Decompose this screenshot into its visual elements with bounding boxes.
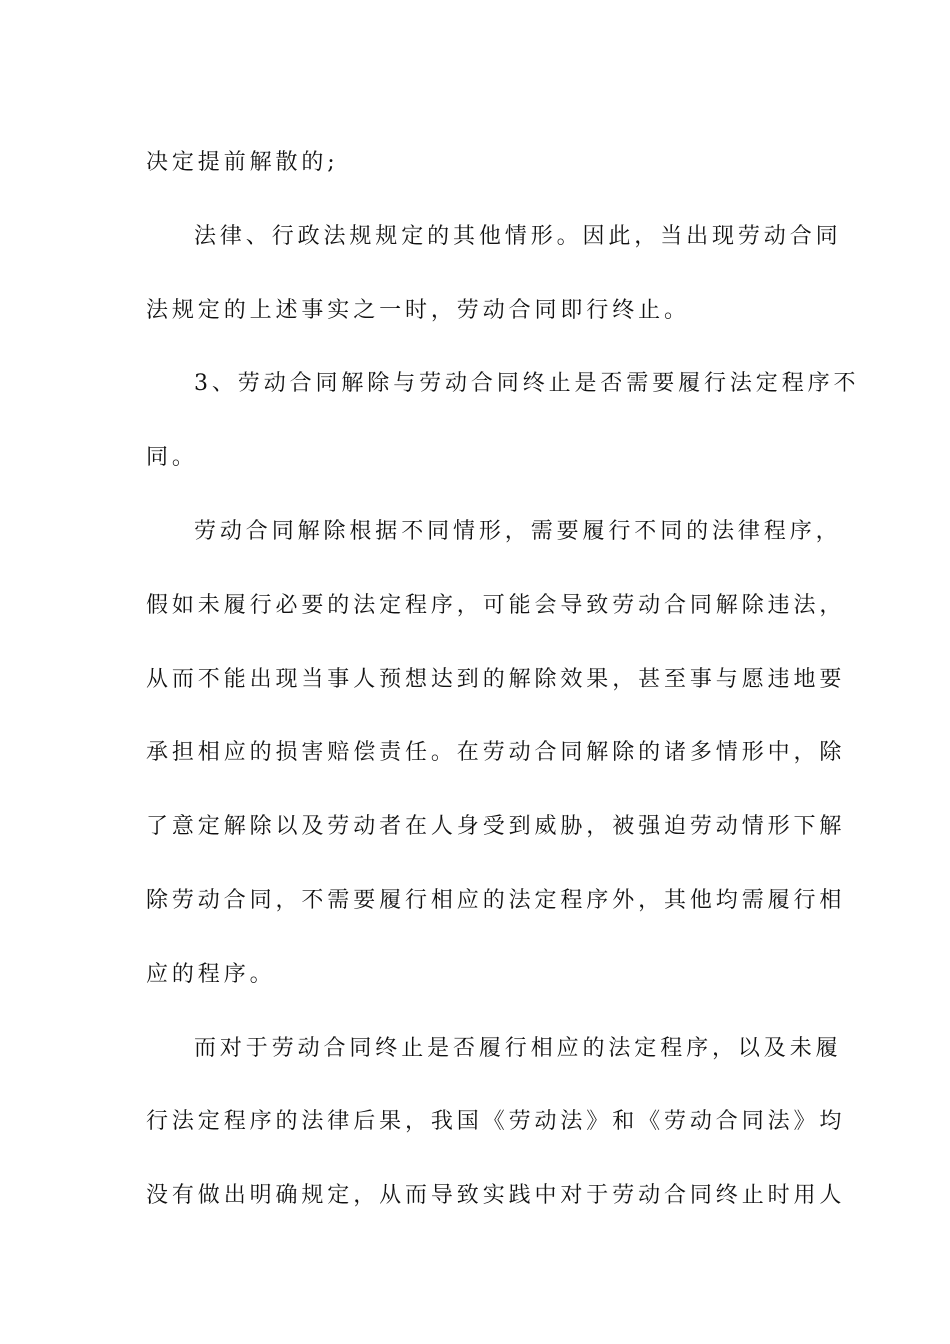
- text-line-2: 法律、行政法规规定的其他情形。因此，当出现劳动合同: [194, 223, 842, 249]
- document-body: [146, 126, 860, 1233]
- text-line-4: 3、劳动合同解除与劳动合同终止是否需要履行法定程序不: [194, 371, 860, 397]
- text-line-5: 同。: [146, 445, 198, 471]
- text-line-10: 了意定解除以及劳动者在人身受到威胁，被强迫劳动情形下解: [146, 814, 846, 840]
- text-line-6: 劳动合同解除根据不同情形，需要履行不同的法律程序，: [194, 518, 842, 544]
- text-line-3: 法规定的上述事实之一时，劳动合同即行终止。: [146, 297, 690, 323]
- text-line-7: 假如未履行必要的法定程序，可能会导致劳动合同解除违法，: [146, 592, 846, 618]
- text-line-11: 除劳动合同，不需要履行相应的法定程序外，其他均需履行相: [146, 887, 846, 913]
- text-line-14: 行法定程序的法律后果，我国《劳动法》和《劳动合同法》均: [146, 1109, 846, 1135]
- text-line-12: 应的程序。: [146, 961, 276, 987]
- text-line-13: 而对于劳动合同终止是否履行相应的法定程序，以及未履: [194, 1035, 842, 1061]
- text-line-8: 从而不能出现当事人预想达到的解除效果，甚至事与愿违地要: [146, 666, 846, 692]
- text-line-9: 承担相应的损害赔偿责任。在劳动合同解除的诸多情形中，除: [146, 740, 846, 766]
- text-line-1: 决定提前解散的;: [146, 150, 339, 175]
- text-line-15: 没有做出明确规定，从而导致实践中对于劳动合同终止时用人: [146, 1183, 846, 1209]
